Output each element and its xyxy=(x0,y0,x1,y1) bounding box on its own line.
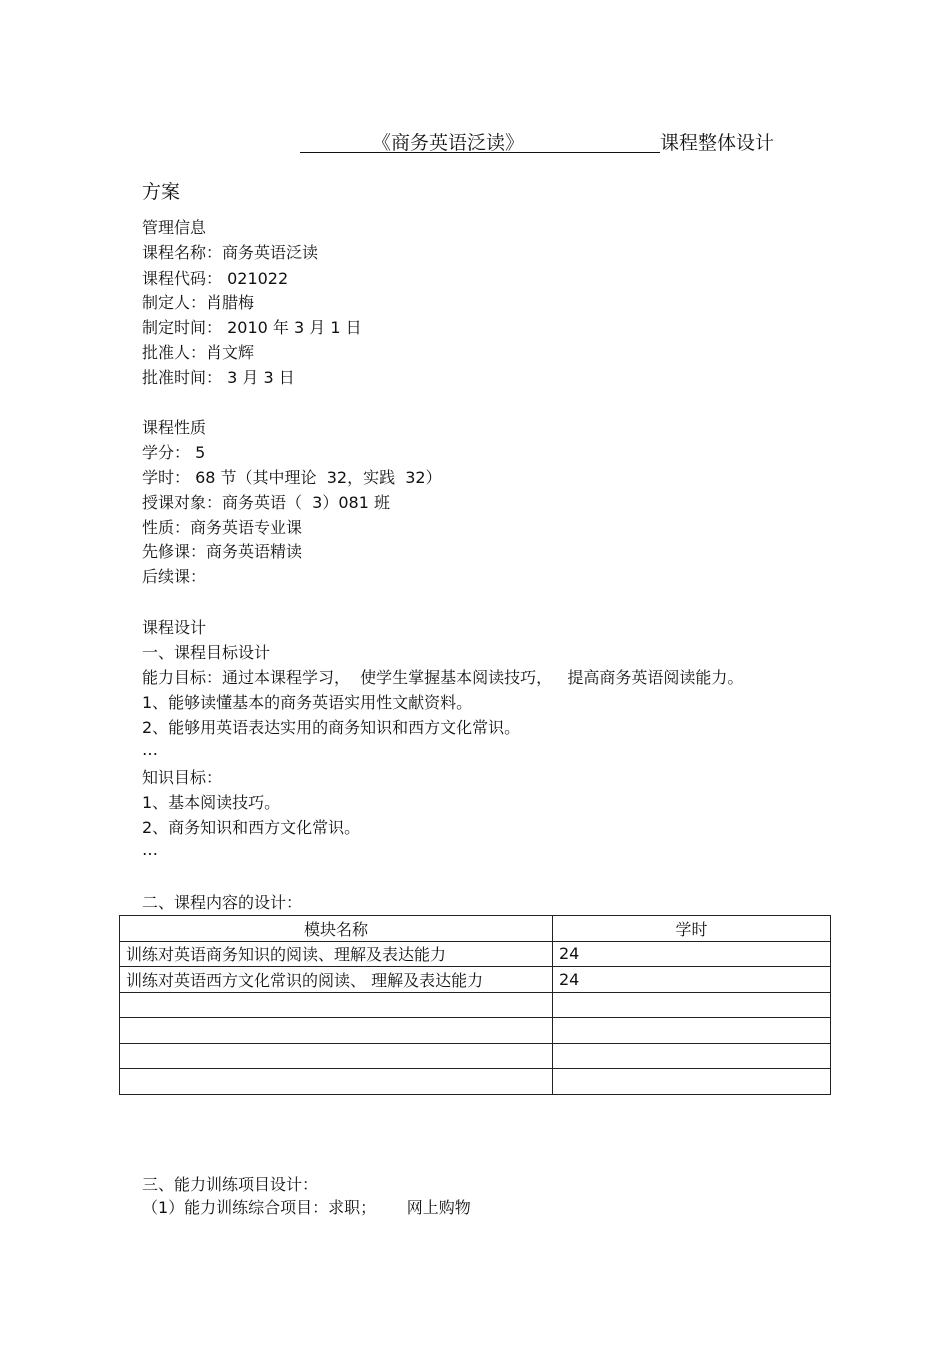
hours-cell xyxy=(553,1069,831,1095)
hours-cell xyxy=(553,1043,831,1069)
section-1-heading: 一、课程目标设计 xyxy=(142,643,271,662)
audience: 授课对象：商务英语（ 3）081 班 xyxy=(142,493,390,512)
hours-cell: 24 xyxy=(553,941,831,967)
module-cell: 训练对英语西方文化常识的阅读、 理解及表达能力 xyxy=(120,967,553,993)
credits: 学分： 5 xyxy=(142,443,206,462)
hours-cell: 24 xyxy=(553,967,831,993)
title-blank-lead xyxy=(300,128,372,153)
module-cell xyxy=(120,1018,553,1044)
title-book-name: 《商务英语泛读》 xyxy=(372,128,524,153)
table-row xyxy=(120,967,831,993)
hours-cell xyxy=(553,1018,831,1044)
table-row xyxy=(120,941,831,967)
module-cell xyxy=(120,992,553,1018)
table-header-row xyxy=(120,916,831,942)
hours-cell xyxy=(553,992,831,1018)
approver: 批准人：肖文辉 xyxy=(142,343,255,362)
prerequisite: 先修课：商务英语精读 xyxy=(142,542,303,561)
table-row xyxy=(120,1043,831,1069)
ellipsis: … xyxy=(142,740,158,759)
title-blank-mid xyxy=(524,128,660,153)
module-cell xyxy=(120,1069,553,1095)
table-row xyxy=(120,1018,831,1044)
ellipsis: … xyxy=(142,840,158,859)
knowledge-item-2: 2、商务知识和西方文化常识。 xyxy=(142,818,361,837)
ability-item-1: 1、能够读懂基本的商务英语实用性文献资料。 xyxy=(142,693,473,712)
knowledge-goal: 知识目标： xyxy=(142,768,223,787)
ability-item-2: 2、能够用英语表达实用的商务知识和西方文化常识。 xyxy=(142,718,521,737)
course-code: 课程代码： 021022 xyxy=(142,269,289,288)
course-content-table xyxy=(119,915,831,1095)
title-suffix: 课程整体设计 xyxy=(660,132,775,154)
hours: 学时： 68 节（其中理论 32，实践 32） xyxy=(142,468,442,487)
module-cell: 训练对英语商务知识的阅读、理解及表达能力 xyxy=(120,941,553,967)
knowledge-item-1: 1、基本阅读技巧。 xyxy=(142,793,281,812)
document-title xyxy=(300,128,820,158)
admin-heading: 管理信息 xyxy=(142,218,207,237)
section-2-heading: 二、课程内容的设计： xyxy=(142,893,303,912)
design-heading: 课程设计 xyxy=(142,618,207,637)
ability-goal: 能力目标：通过本课程学习， 使学生掌握基本阅读技巧， 提高商务英语阅读能力。 xyxy=(142,668,744,687)
nature-heading: 课程性质 xyxy=(142,418,207,437)
table-row xyxy=(120,1069,831,1095)
column-header-hours: 学时 xyxy=(553,916,831,942)
approved-date: 批准时间： 3 月 3 日 xyxy=(142,368,295,387)
author: 制定人：肖腊梅 xyxy=(142,293,255,312)
created-date: 制定时间： 2010 年 3 月 1 日 xyxy=(142,318,362,337)
title-continuation: 方案 xyxy=(142,181,181,203)
follow-up: 后续课： xyxy=(142,567,207,586)
training-project-item: （1）能力训练综合项目：求职； 网上购物 xyxy=(142,1198,471,1217)
course-nature: 性质：商务英语专业课 xyxy=(142,518,303,537)
column-header-module: 模块名称 xyxy=(120,916,553,942)
module-cell xyxy=(120,1043,553,1069)
section-3-heading: 三、能力训练项目设计： xyxy=(142,1175,319,1194)
course-name: 课程名称：商务英语泛读 xyxy=(142,243,319,262)
table-row xyxy=(120,992,831,1018)
